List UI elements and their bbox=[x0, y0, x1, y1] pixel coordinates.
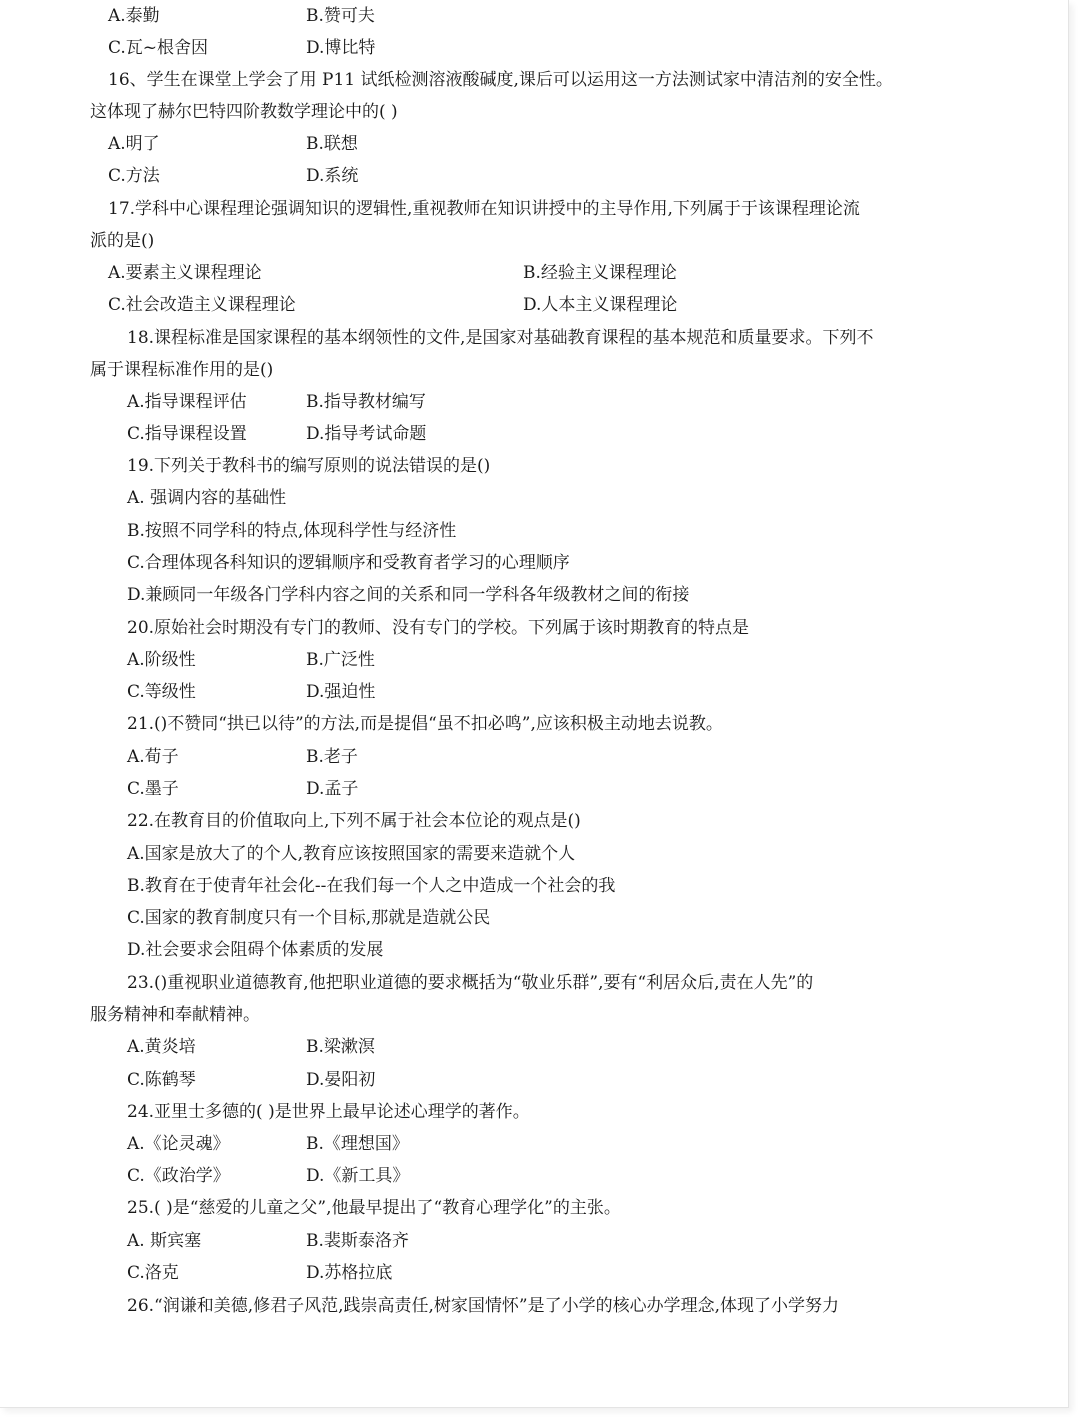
q20-options-cd bbox=[0, 676, 1068, 708]
q23-option-c: C.陈鹤琴 bbox=[127, 1070, 196, 1090]
q25-option-a: A. 斯宾塞 bbox=[127, 1231, 202, 1251]
q18-option-b: B.指导教材编写 bbox=[306, 392, 426, 412]
q19-option-a: A. 强调内容的基础性 bbox=[127, 488, 287, 508]
q24-options-cd bbox=[0, 1160, 1068, 1192]
q23-option-b: B.梁漱溟 bbox=[306, 1037, 375, 1057]
q23-options-ab bbox=[0, 1031, 1068, 1063]
q17-option-c: C.社会改造主义课程理论 bbox=[108, 295, 296, 315]
q17-stem-line-2: 派的是() bbox=[90, 231, 155, 251]
q19-option-b: B.按照不同学科的特点,体现科学性与经济性 bbox=[127, 521, 457, 541]
q18-option-c: C.指导课程设置 bbox=[127, 424, 247, 444]
q16-option-b: B.联想 bbox=[306, 134, 358, 154]
q21-stem: 21.()不赞同“拱已以待”的方法,而是提倡“虽不扣必鸣”,应该积极主动地去说教。 bbox=[127, 714, 723, 734]
q21-options-ab bbox=[0, 741, 1068, 773]
q16-option-d: D.系统 bbox=[306, 166, 359, 186]
q20-option-a: A.阶级性 bbox=[127, 650, 196, 670]
q16-stem-line-1: 16、学生在课堂上学会了用 P11 试纸检测溶液酸碱度,课后可以运用这一方法测试家中清洁剂的安全性。 bbox=[108, 70, 893, 90]
q16-stem-line-2: 这体现了赫尔巴特四阶教数学理论中的( ) bbox=[90, 102, 398, 122]
q15-options-ab bbox=[0, 0, 1068, 32]
q26-stem: 26.“润谦和美德,修君子风范,践崇高责任,树家国情怀”是了小学的核心办学理念,体现了小学努力 bbox=[127, 1296, 840, 1316]
q25-options-cd bbox=[0, 1257, 1068, 1289]
q20-option-d: D.强迫性 bbox=[306, 682, 376, 702]
q20-option-c: C.等级性 bbox=[127, 682, 196, 702]
q25-stem: 25.( )是“慈爱的儿童之父”,他最早提出了“教育心理学化”的主张。 bbox=[127, 1198, 621, 1218]
q18-stem-line-2: 属于课程标准作用的是() bbox=[90, 360, 274, 380]
q22-option-a: A.国家是放大了的个人,教育应该按照国家的需要来造就个人 bbox=[127, 844, 576, 864]
q25-option-b: B.裴斯泰洛齐 bbox=[306, 1231, 409, 1251]
q17-options-ab bbox=[0, 257, 1068, 289]
q21-option-c: C.墨子 bbox=[127, 779, 179, 799]
q23-stem-line-1: 23.()重视职业道德教育,他把职业道德的要求概括为“敬业乐群”,要有“利居众后,责在人先”的 bbox=[127, 973, 814, 993]
q22-stem: 22.在教育目的价值取向上,下列不属于社会本位论的观点是() bbox=[127, 811, 581, 831]
q18-stem-line-1: 18.课程标准是国家课程的基本纲领性的文件,是国家对基础教育课程的基本规范和质量要求。下列不 bbox=[127, 328, 874, 348]
q19-option-c: C.合理体现各科知识的逻辑顺序和受教育者学习的心理顺序 bbox=[127, 553, 570, 573]
q21-options-cd bbox=[0, 773, 1068, 805]
q17-option-a: A.要素主义课程理论 bbox=[108, 263, 262, 283]
q22-option-d: D.社会要求会阻碍个体素质的发展 bbox=[127, 940, 384, 960]
q18-options-ab bbox=[0, 386, 1068, 418]
q24-option-b: B.《理想国》 bbox=[306, 1134, 409, 1154]
q23-options-cd bbox=[0, 1064, 1068, 1096]
q20-option-b: B.广泛性 bbox=[306, 650, 375, 670]
q24-option-a: A.《论灵魂》 bbox=[127, 1134, 230, 1154]
q17-option-b: B.经验主义课程理论 bbox=[523, 263, 677, 283]
q25-option-c: C.洛克 bbox=[127, 1263, 179, 1283]
q17-stem-line-1: 17.学科中心课程理论强调知识的逻辑性,重视教师在知识讲授中的主导作用,下列属于于该课程理论流 bbox=[108, 199, 860, 219]
q21-option-d: D.孟子 bbox=[306, 779, 359, 799]
q16-option-a: A.明了 bbox=[108, 134, 160, 154]
q24-stem: 24.亚里士多德的( )是世界上最早论述心理学的著作。 bbox=[127, 1102, 530, 1122]
q15-option-b: B.赞可夫 bbox=[306, 6, 375, 26]
q25-options-ab bbox=[0, 1225, 1068, 1257]
q16-options-cd bbox=[0, 160, 1068, 192]
q18-options-cd bbox=[0, 418, 1068, 450]
q18-option-a: A.指导课程评估 bbox=[127, 392, 247, 412]
q16-option-c: C.方法 bbox=[108, 166, 160, 186]
q24-options-ab bbox=[0, 1128, 1068, 1160]
q21-option-b: B.老子 bbox=[306, 747, 358, 767]
q17-options-cd bbox=[0, 289, 1068, 321]
q24-option-d: D.《新工具》 bbox=[306, 1166, 410, 1186]
q15-option-d: D.博比特 bbox=[306, 38, 376, 58]
q16-options-ab bbox=[0, 128, 1068, 160]
q22-option-c: C.国家的教育制度只有一个目标,那就是造就公民 bbox=[127, 908, 491, 928]
q23-option-d: D.晏阳初 bbox=[306, 1070, 376, 1090]
q24-option-c: C.《政治学》 bbox=[127, 1166, 230, 1186]
q20-options-ab bbox=[0, 644, 1068, 676]
q23-stem-line-2: 服务精神和奉献精神。 bbox=[90, 1005, 260, 1025]
q22-option-b: B.教育在于使青年社会化--在我们每一个人之中造成一个社会的我 bbox=[127, 876, 616, 896]
q18-option-d: D.指导考试命题 bbox=[306, 424, 427, 444]
q23-option-a: A.黄炎培 bbox=[127, 1037, 196, 1057]
q25-option-d: D.苏格拉底 bbox=[306, 1263, 393, 1283]
q15-option-c: C.瓦~根舍因 bbox=[108, 38, 209, 58]
q15-options-cd bbox=[0, 32, 1068, 64]
q15-option-a: A.泰勤 bbox=[108, 6, 160, 26]
q21-option-a: A.荀子 bbox=[127, 747, 179, 767]
q17-option-d: D.人本主义课程理论 bbox=[523, 295, 678, 315]
q19-stem: 19.下列关于教科书的编写原则的说法错误的是() bbox=[127, 456, 491, 476]
q19-option-d: D.兼顾同一年级各门学科内容之间的关系和同一学科各年级教材之间的衔接 bbox=[127, 585, 690, 605]
q20-stem: 20.原始社会时期没有专门的教师、没有专门的学校。下列属于该时期教育的特点是 bbox=[127, 618, 750, 638]
